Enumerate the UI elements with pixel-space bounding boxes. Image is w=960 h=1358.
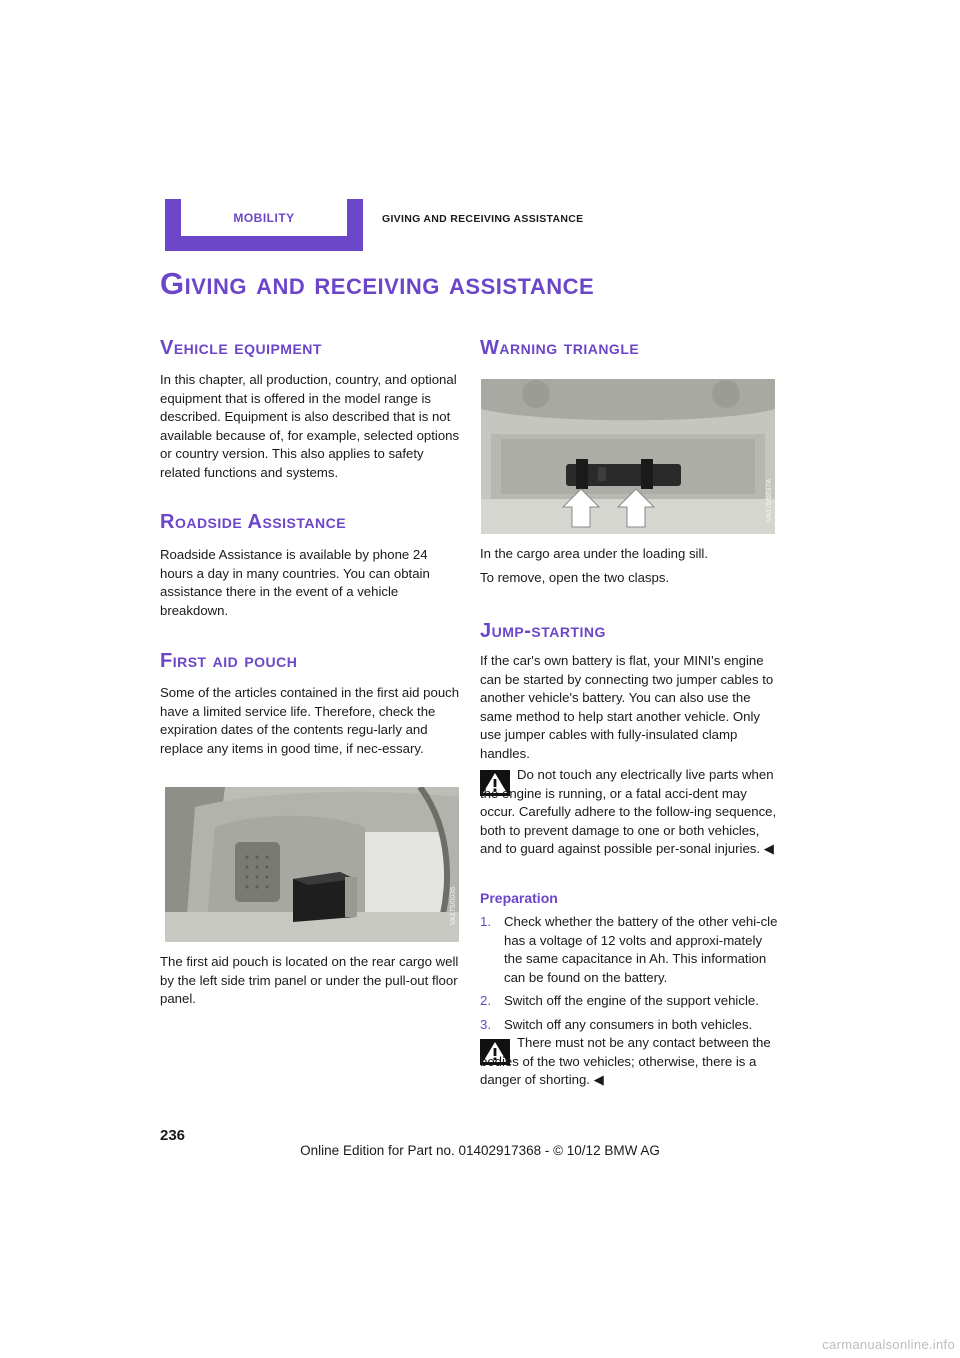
page-number: 236: [160, 1127, 186, 1144]
step-number: 1.: [480, 914, 491, 929]
heading-roadside-assistance: Roadside Assistance: [160, 511, 347, 533]
first-aid-pouch-photo: [165, 787, 459, 942]
chapter-tab: [181, 199, 347, 236]
heading-preparation: Preparation: [480, 890, 558, 906]
step-number: 3.: [480, 1016, 491, 1032]
shorting-warning-body: There must not be any contact between the bodies of the two vehicles; otherwise, there is a danger of shorting.: [480, 1035, 771, 1088]
heading-jump-starting: Jump-starting: [480, 620, 606, 642]
roadside-assistance-text: Roadside Assistance is available by phone 24 hours a day in many countries. You can obtain assistance there in the event of a vehicle breakdown.: [160, 547, 430, 618]
jump-starting-text: If the car's own battery is flat, your MINI's engine can be started by connecting two jumper cables to another vehicle's battery. You can also use the same method to help start another vehicle. Only use jumper cables with fully-insulated clamp handles.: [480, 653, 774, 761]
end-marker: ◀: [763, 841, 774, 857]
end-marker: ◀: [593, 1072, 604, 1088]
list-item: [480, 913, 780, 987]
jump-starting-warning-body: Do not touch any electrically live parts when the engine is running, or a fatal acci-dent may occur. Carefully adhere to the follow-ing sequence, both to prevent damage to one or both vehicles, and to guard against possible per-sonal injuries.: [480, 767, 777, 857]
warning-triangle-photo: [481, 379, 775, 534]
first-aid-photo-code: VA175/0036: [450, 887, 457, 926]
first-aid-caption: The first aid pouch is located on the rear cargo well by the left side trim panel or under the pull-out floor panel.: [160, 954, 459, 1007]
footer-edition: Online Edition for Part no. 01402917368 - © 10/12 BMW AG: [300, 1143, 660, 1158]
jump-starting-warning-text: [480, 766, 780, 859]
shorting-warning-text: [480, 1034, 780, 1090]
warning-triangle-text-location: In the cargo area under the loading sill.: [480, 546, 708, 561]
heading-vehicle-equipment: Vehicle equipment: [160, 337, 322, 359]
step-text: Switch off the engine of the support vehicle.: [504, 993, 759, 1009]
running-header-title: GIVING AND RECEIVING ASSISTANCE: [382, 213, 584, 225]
vehicle-equipment-text: In this chapter, all production, country, and optional equipment that is offered in the model range is described. Equipment is also described that is not available because of, for example, selected options or country version. This also applies to safety related functions and systems.: [160, 372, 460, 480]
watermark: carmanualsonline.info: [822, 1337, 955, 1352]
list-item: [480, 992, 780, 1011]
page-title: Giving and receiving assistance: [160, 266, 595, 301]
list-item: [480, 1016, 780, 1035]
step-text: Check whether the battery of the other vehi-cle has a voltage of 12 volts and approxi-mately the same capacitance in Ah. This information can be found on the battery.: [504, 914, 778, 985]
step-number: 2.: [480, 993, 491, 1009]
heading-warning-triangle: Warning triangle: [480, 337, 640, 359]
chapter-tab-label: MOBILITY: [233, 210, 295, 225]
first-aid-text: Some of the articles contained in the first aid pouch have a limited service life. Therefore, check the expiration dates of the contents regu-larly and replace any items in good time, if nec-essary.: [160, 685, 460, 756]
warning-triangle-photo-code: VA175/0037A: [766, 479, 773, 522]
preparation-steps: [480, 913, 780, 1040]
warning-triangle-text-remove: To remove, open the two clasps.: [480, 570, 670, 585]
step-text: Switch off any consumers in both vehicles.: [504, 1016, 753, 1032]
heading-first-aid-pouch: First aid pouch: [160, 650, 298, 672]
